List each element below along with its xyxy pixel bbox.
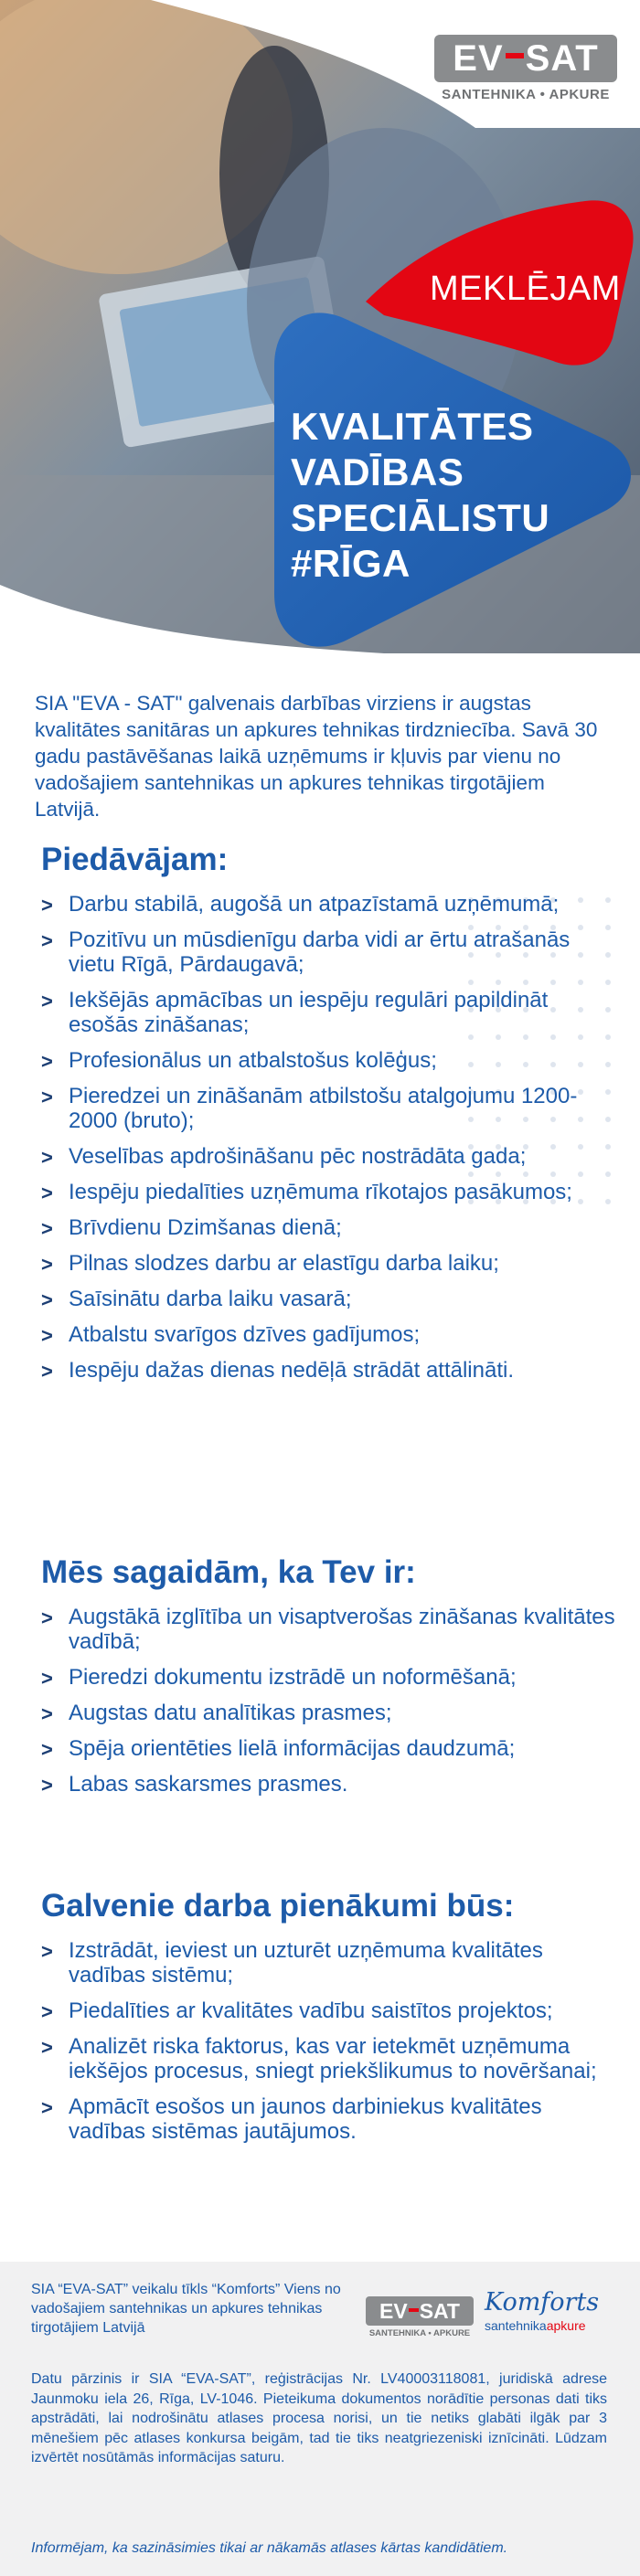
list-item: > Darbu stabilā, augošā un atpazīstamā uzņēmumā; <box>41 892 560 917</box>
chevron-right-icon: > <box>41 2000 53 2023</box>
chevron-right-icon: > <box>41 1086 53 1108</box>
expect-heading: Mēs sagaidām, ka Tev ir: <box>41 1554 416 1590</box>
duties-heading: Galvenie darba pienākumi būs: <box>41 1888 515 1924</box>
komforts-subtitle: santehnikaapkure <box>485 2318 586 2333</box>
chevron-right-icon: > <box>41 1253 53 1276</box>
list-item: > Spēja orientēties lielā informācijas daudzumā; <box>41 1736 516 1761</box>
chevron-right-icon: > <box>41 1360 53 1383</box>
chevron-right-icon: > <box>41 1606 53 1629</box>
list-item: > Pieredzi dokumentu izstrādē un noformēšanā; <box>41 1665 517 1690</box>
list-item: > Iekšējās apmācības un iespēju regulāri papildināt esošās zināšanas; <box>41 988 549 1037</box>
list-item: > Pozitīvu un mūsdienīgu darba vidi ar ērtu atrašanās vietu Rīgā, Pārdaugavā; <box>41 928 571 977</box>
chevron-right-icon: > <box>41 1324 53 1347</box>
list-item: > Iespēju dažas dienas nedēļā strādāt attālināti. <box>41 1358 514 1383</box>
chevron-right-icon: > <box>41 929 53 952</box>
company-intro: SIA "EVA - SAT" galvenais darbības virziens ir augstas kvalitātes sanitāras un apkures tehnikas tirdzniecība. Savā 30 gadu pastāvēšanas laikā uzņēmums ir kļuvis par vienu no vadošajiem santehnikas un apkures tehnikas tirgotājiem Latvijā. <box>35 692 598 821</box>
chevron-right-icon: > <box>41 1182 53 1204</box>
list-item: > Pieredzei un zināšanām atbilstošu atalgojumu 1200-2000 (bruto); <box>41 1084 578 1133</box>
job-title-line: SPECIĀLISTU <box>291 496 550 539</box>
hero-tag: MEKLĒJAM <box>430 270 621 308</box>
chevron-right-icon: > <box>41 990 53 1012</box>
chevron-right-icon: > <box>41 2096 53 2119</box>
footer-logo-subtitle: SANTEHNIKA • APKURE <box>368 2328 471 2338</box>
job-title <box>291 404 549 587</box>
chevron-right-icon: > <box>41 1774 53 1797</box>
logo-part1: E <box>453 37 478 79</box>
expect-list <box>41 1605 617 1797</box>
chevron-right-icon: > <box>41 1667 53 1690</box>
list-item: > Pilnas slodzes darbu ar elastīgu darba laiku; <box>41 1251 499 1276</box>
chevron-right-icon: > <box>41 1738 53 1761</box>
list-item: > Piedalīties ar kvalitātes vadību saistītos projektos; <box>41 1998 553 2023</box>
footer-logo-mark: E V SAT <box>366 2296 474 2326</box>
chevron-right-icon: > <box>41 2036 53 2059</box>
job-title-line: VADĪBAS <box>291 451 464 493</box>
hero-banner <box>0 0 640 653</box>
chevron-right-icon: > <box>41 1050 53 1073</box>
chevron-right-icon: > <box>41 1702 53 1725</box>
chevron-right-icon: > <box>41 1146 53 1169</box>
list-item: > Izstrādāt, ieviest un uzturēt uzņēmuma kvalitātes vadības sistēmu; <box>41 1938 543 1988</box>
evasat-logo <box>434 35 617 102</box>
komforts-logo <box>485 2289 613 2333</box>
footer-note: Informējam, ka sazināsimies tikai ar nākamās atlases kārtas kandidātiem. <box>31 2540 508 2556</box>
logo-part2: SAT <box>525 37 599 79</box>
list-item: > Analizēt riska faktorus, kas var ietekmēt uzņēmuma iekšējos procesus, sniegt priekšlikumus to novēršanai; <box>41 2034 597 2083</box>
chevron-right-icon: > <box>41 1288 53 1311</box>
list-item: > Veselības apdrošināšanu pēc nostrādāta gada; <box>41 1144 527 1169</box>
komforts-name: Komforts <box>485 2288 600 2316</box>
list-item: > Brīvdienu Dzimšanas dienā; <box>41 1215 342 1240</box>
list-item: > Atbalstu svarīgos dzīves gadījumos; <box>41 1322 421 1347</box>
job-title-line: KVALITĀTES <box>291 405 534 448</box>
list-item: > Saīsinātu darba laiku vasarā; <box>41 1287 352 1311</box>
expect-section <box>41 1553 617 1807</box>
list-item: > Labas saskarsmes prasmes. <box>41 1772 348 1797</box>
offer-section <box>41 841 617 1394</box>
footer-about: SIA “EVA-SAT” veikalu tīkls “Komforts” Viens no vadošajiem santehnikas un apkures tehnikas tirgotājiem Latvijā <box>31 2282 341 2336</box>
logo-dash-icon <box>506 53 524 58</box>
evasat-logo-mark: E V SAT <box>434 35 617 82</box>
list-item: > Profesionālus un atbalstošus kolēģus; <box>41 1048 437 1073</box>
duties-list <box>41 1938 617 2144</box>
list-item: > Augstākā izglītība un visaptverošas zināšanas kvalitātes vadībā; <box>41 1605 615 1654</box>
offer-list <box>41 892 617 1383</box>
list-item: > Augstas datu analītikas prasmes; <box>41 1701 392 1725</box>
list-item: > Apmācīt esošos un jaunos darbiniekus kvalitātes vadības sistēmas jautājumos. <box>41 2094 542 2144</box>
offer-heading: Piedāvājam: <box>41 842 229 877</box>
logo-dash-icon <box>409 2308 419 2312</box>
logo-subtitle: SANTEHNIKA • APKURE <box>442 87 610 102</box>
job-title-line: #RĪGA <box>291 542 411 585</box>
chevron-right-icon: > <box>41 894 53 917</box>
footer-legal-text: Datu pārzinis ir SIA “EVA-SAT”, reģistrācijas Nr. LV40003118081, juridiskā adrese Jaunmoku iela 26, Rīga, LV-1046. Pieteikuma dokumentos norādītie personas dati tiks apstrādāti, lai nodrošinātu atlases procesa norisi, un tie netiks glabāti ilgāk par 3 mēnešiem pēc atlases konkursa beigām, tad tie tiks neatgriezeniski iznīcināti. Lūdzam izvērtēt nosūtāmās informācijas saturu. <box>31 2371 607 2465</box>
chevron-right-icon: > <box>41 1217 53 1240</box>
duties-section <box>41 1887 617 2155</box>
chevron-right-icon: > <box>41 1940 53 1963</box>
list-item: > Iespēju piedalīties uzņēmuma rīkotajos pasākumos; <box>41 1180 572 1204</box>
footer <box>0 2262 640 2576</box>
footer-evasat-logo <box>366 2296 474 2338</box>
